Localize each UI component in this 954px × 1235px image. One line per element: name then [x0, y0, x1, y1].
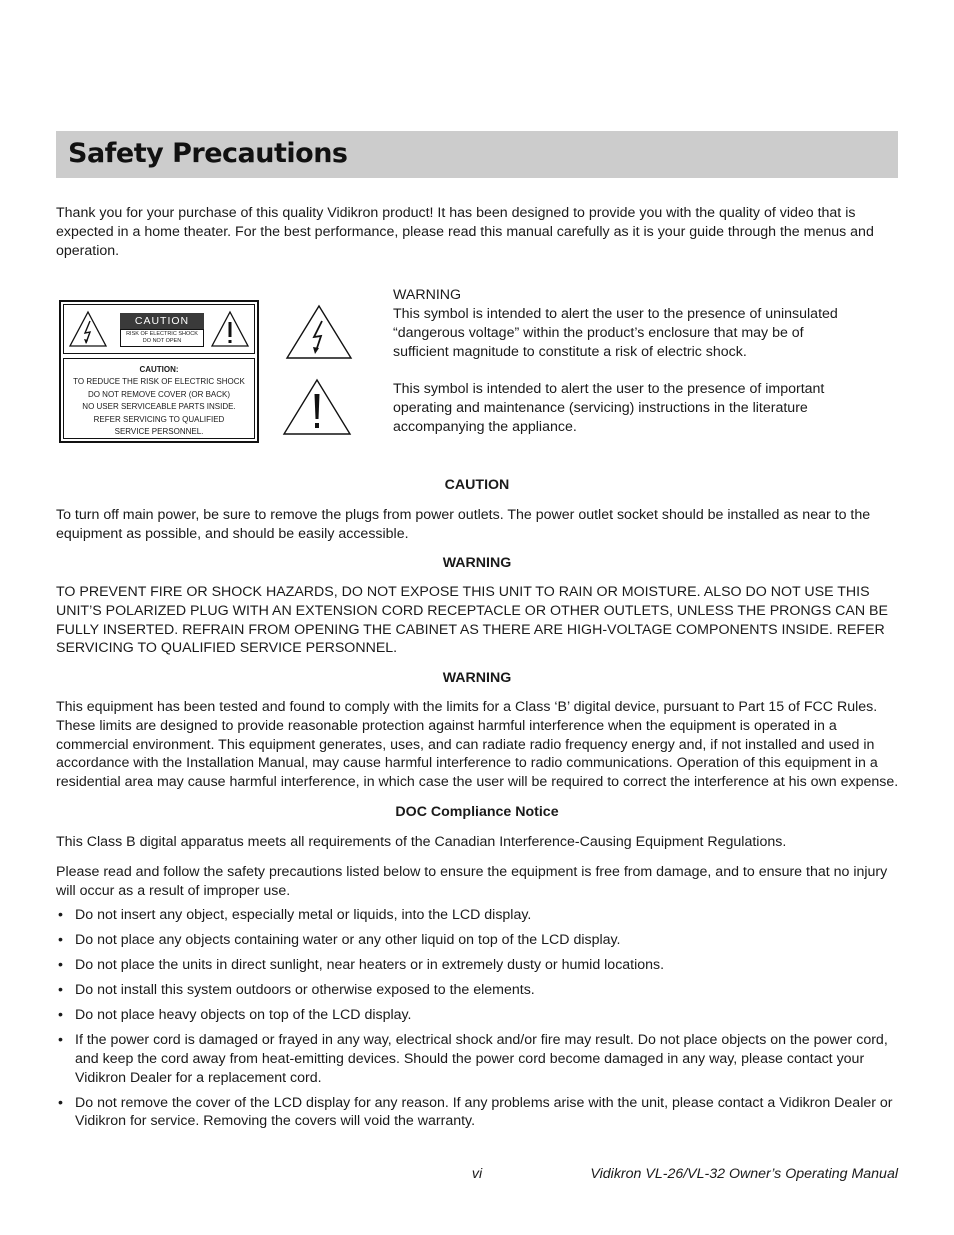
title-bar [56, 131, 898, 178]
caution-label-line: DO NOT REMOVE COVER (OR BACK) [87, 389, 231, 399]
caution-sub-line-1: RISK OF ELECTRIC SHOCK [126, 331, 198, 337]
list-item: • If the power cord is damaged or frayed in any way, electrical shock and/or fire may result. Do not place objects on the power cord, and keep the cord away from heat-emitting devices. Should the power cord become damaged in any way, please contact your Vidikron Dealer for a replacement cord. [56, 1031, 902, 1087]
manual-title: Vidikron VL-26/VL-32 Owner’s Operating Manual [590, 1166, 898, 1182]
caution-label-bottom [63, 358, 255, 439]
caution-label-line: REFER SERVICING TO QUALIFIED [93, 414, 225, 424]
list-item: • Do not place heavy objects on top of the LCD display. [56, 1006, 902, 1025]
lightning-icon [68, 310, 108, 348]
list-item: • Do not place any objects containing water or any other liquid on top of the LCD display. [56, 931, 902, 950]
caution-label-top [63, 304, 255, 354]
section-text-warning-hazard: TO PREVENT FIRE OR SHOCK HAZARDS, DO NOT EXPOSE THIS UNIT TO RAIN OR MOISTURE. ALSO DO NOT USE THIS UNIT’S POLARIZED PLUG WITH AN EXTENSION CORD RECEPTACLE OR OTHER OUTLETS, UNLESS THE PRONGS CAN BE FULLY INSERTED. REFRAIN FROM OPENING THE CABINET AS THERE ARE HIGH-VOLTAGE COMPONENTS INSIDE. REFER SERVICING TO QUALIFIED SERVICE PERSONNEL. [56, 584, 888, 657]
caution-label-line: SERVICE PERSONNEL. [114, 427, 204, 437]
caution-sub-line-2: DO NOT OPEN [142, 338, 182, 344]
list-item: • Do not place the units in direct sunlight, near heaters or in extremely dusty or humid locations. [56, 956, 902, 975]
caution-label-heading: CAUTION: [139, 365, 179, 374]
section-text-fcc: This equipment has been tested and found to comply with the limits for a Class ‘B’ digital device, pursuant to Part 15 of FCC Rules. These limits are designed to provide reasonable protection against harmful interference when the equipment is operated in a commercial environment. This equipment generates, uses, and can radiate radio frequency energy and, if not installed and used in accordance with the Installation Manual, may cause harmful interference to radio communications. Operation of this equipment in a residential area may cause harmful interference, in which case the user will be required to correct the interference at his own expense. [56, 699, 899, 791]
list-item: • Do not remove the cover of the LCD display for any reason. If any problems arise with the unit, please contact a Vidikron Dealer or Vidikron for service. Removing the covers will void the warranty. [56, 1094, 902, 1132]
high-voltage-icon [285, 304, 353, 360]
precautions-intro: Please read and follow the safety precautions listed below to ensure the equipment is free from damage, and to ensure that no injury will occur as a result of improper use. [56, 864, 888, 899]
section-heading-doc: DOC Compliance Notice [395, 804, 559, 820]
exclamation-symbol-text: This symbol is intended to alert the user to the presence of important operating and maintenance (servicing) instructions in the literature accompanying the appliance. [393, 381, 825, 435]
section-text-caution: To turn off main power, be sure to remove the plugs from power outlets. The power outlet socket should be installed as near to the equipment as possible, and should be easily accessible. [56, 507, 871, 542]
attention-exclamation-icon [282, 378, 352, 436]
section-heading-warning-fcc: WARNING [442, 670, 512, 686]
caution-sub-label [120, 329, 204, 347]
symbols-warning-heading: WARNING [393, 287, 462, 303]
caution-badge: CAUTION [120, 313, 204, 329]
section-heading-warning: WARNING [442, 555, 512, 571]
section-text-doc: This Class B digital apparatus meets all requirements of the Canadian Interference-Causing Equipment Regulations. [56, 834, 787, 850]
precautions-list [56, 906, 902, 1137]
list-item: • Do not insert any object, especially metal or liquids, into the LCD display. [56, 906, 902, 925]
section-heading-caution: CAUTION [444, 477, 510, 493]
caution-label-line: TO REDUCE THE RISK OF ELECTRIC SHOCK [73, 377, 245, 386]
intro-paragraph: Thank you for your purchase of this quality Vidikron product! It has been designed to provide you with the quality of video that is expected in a home theater. For the best performance, please read this manual carefully as it is your guide through the menus and operation. [56, 205, 874, 259]
voltage-symbol-text: This symbol is intended to alert the user to the presence of uninsulated “dangerous voltage” within the product’s enclosure that may be of sufficient magnitude to constitute a risk of electric shock. [393, 306, 838, 360]
caution-label [59, 300, 259, 443]
list-item: • Do not install this system outdoors or otherwise exposed to the elements. [56, 981, 902, 1000]
page-number: vi [471, 1166, 483, 1182]
exclamation-icon [210, 310, 250, 348]
caution-label-line: NO USER SERVICEABLE PARTS INSIDE. [82, 402, 236, 412]
page-title: Safety Precautions [68, 138, 348, 169]
